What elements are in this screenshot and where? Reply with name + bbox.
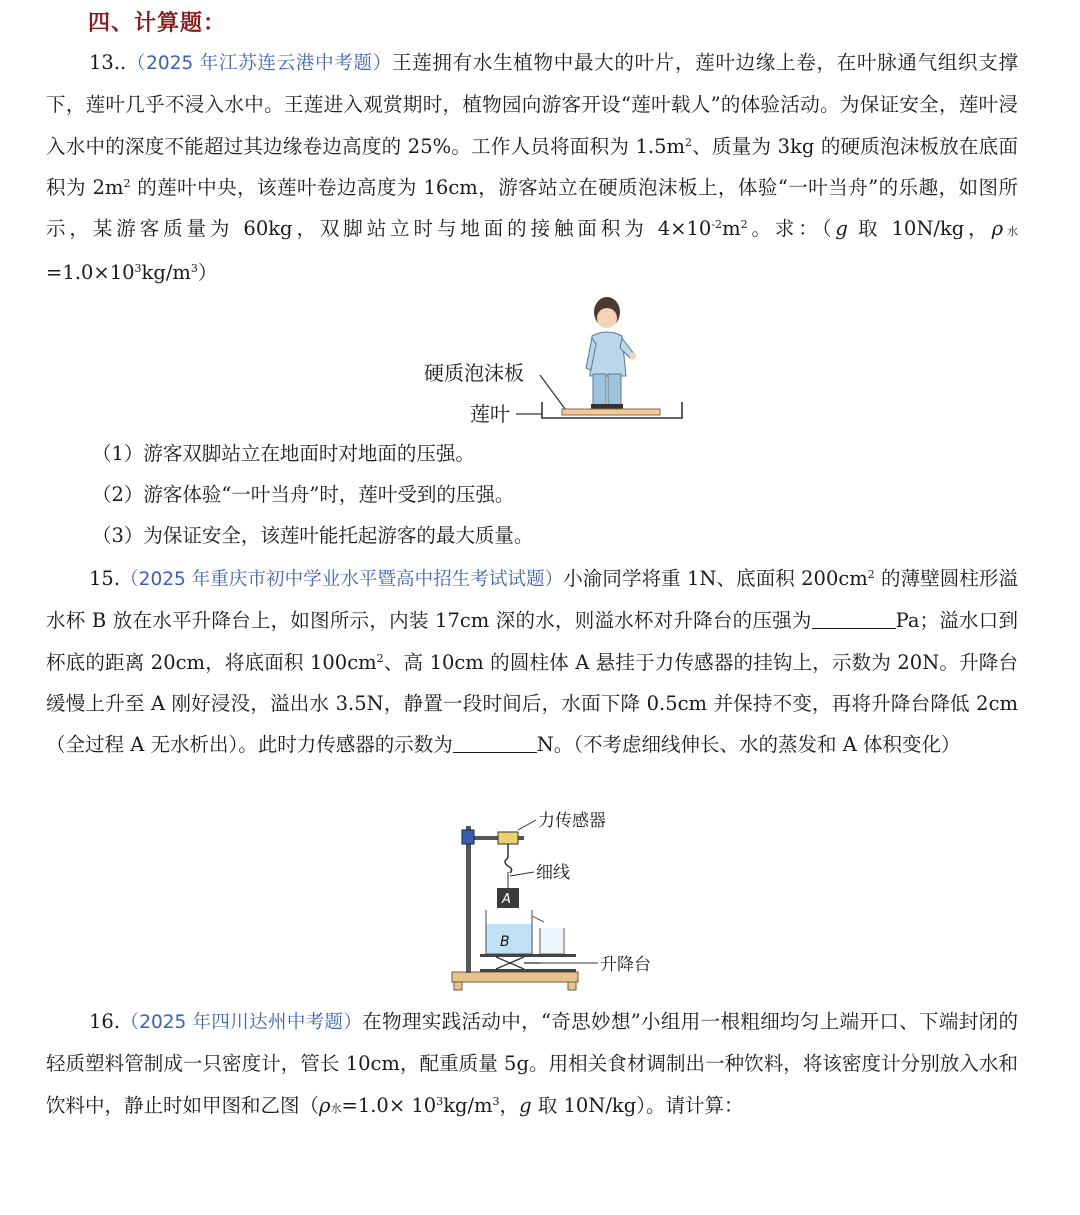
- q15-text-a: 小渝同学将重 1N、底面积 200cm: [563, 567, 868, 590]
- q15-text-d: 、高 10cm 的圆柱体 A 悬挂于力传感器的挂钩上，示数为 20N。升降台缓慢上升至 A 刚好浸没，溢出水 3.5N，静置一段时间后，水面下降 0.5cm 并保持不变，再将升降台降低 2cm（全过程 A 无水析出）。此时力传感器的示数为: [46, 650, 1018, 757]
- q16-sup-b: 3: [492, 1094, 500, 1108]
- question-16-text: [46, 1001, 1018, 1129]
- question-13-text: [46, 42, 1018, 294]
- q13-text-b: 、质量为 3kg 的硬质泡沫板放在底面积为 2m: [46, 134, 1018, 199]
- q13-sup-c: -2: [711, 218, 723, 232]
- q16-text-b: =1.0× 10: [341, 1093, 437, 1117]
- q13-text-f: 取 10N/kg，: [847, 217, 992, 241]
- label-lotus-leaf: 莲叶: [470, 402, 510, 426]
- q13-g: g: [835, 217, 848, 241]
- tourist-figure: [586, 297, 637, 409]
- q13-sup-a: 2: [685, 135, 693, 149]
- q13-sup-d: 2: [740, 218, 748, 232]
- q13-text-e: 。求：（: [747, 217, 836, 241]
- label-lift-platform: 升降台: [600, 955, 651, 975]
- q16-rho: ρ: [319, 1093, 331, 1117]
- question-16-source: （2025 年四川达州中考题）: [120, 1012, 363, 1033]
- q13-sup-b: 2: [123, 176, 131, 190]
- q13-sup-f: 3: [190, 262, 198, 276]
- label-cylinder-a: A: [502, 892, 511, 907]
- question-15-number: 15.: [89, 567, 121, 590]
- q15-text-e: N。（不考虑细线伸长、水的蒸发和 A 体积变化）: [536, 733, 961, 757]
- label-thread: 细线: [536, 863, 570, 883]
- q13-text-i: ）: [197, 261, 218, 285]
- section-title: 四、计算题：: [88, 10, 227, 36]
- q16-text-d: ，: [499, 1093, 520, 1117]
- label-foam-board: 硬质泡沫板: [424, 361, 524, 385]
- foam-board: [562, 409, 660, 415]
- q16-sup-a: 3: [436, 1094, 444, 1108]
- q13-rho-sub: 水: [1003, 225, 1018, 239]
- question-16-number: 16.: [89, 1010, 121, 1033]
- q16-g: g: [519, 1093, 532, 1117]
- figure-lotus-leaf: [420, 292, 690, 432]
- q13-rho: ρ: [991, 217, 1004, 241]
- q15-text-b: 的薄壁圆柱形溢水杯 B 放在水平升降台上，如图所示，内装 17cm 深的水，则溢水杯对升降台的压强为: [46, 567, 1019, 633]
- q16-text-a: 在物理实践活动中，“奇思妙想”小组用一根粗细均匀上端开口、下端封闭的轻质塑料管制成一只密度计，管长 10cm，配重质量 5g。用相关食材调制出一种饮料，将该密度计分别放入水和饮料中，静止时如甲图和乙图（: [46, 1010, 1018, 1117]
- q16-text-c: kg/m: [443, 1093, 493, 1117]
- force-sensor: [498, 832, 518, 873]
- q13-subquestion-3: （3）为保证安全，该莲叶能托起游客的最大质量。: [92, 524, 534, 547]
- answer-blank-pressure[interactable]: [812, 610, 896, 629]
- q13-text-g: =1.0×10: [46, 261, 135, 285]
- q15-text-c: Pa；溢水口到杯底的距离 20cm，将底面积 100cm: [46, 609, 1018, 674]
- figure-overflow-cup: [440, 806, 680, 998]
- answer-blank-force[interactable]: [453, 734, 537, 753]
- q16-rho-sub: 水: [330, 1101, 342, 1115]
- q13-subquestion-2: （2）游客体验“一叶当舟”时，莲叶受到的压强。: [92, 483, 515, 506]
- question-13-source: （2025 年江苏连云港中考题）: [126, 53, 392, 74]
- question-13-number: 13..: [89, 51, 127, 74]
- q16-text-e: 取 10N/kg）。请计算：: [531, 1093, 744, 1117]
- q13-sup-e: 3: [134, 262, 142, 276]
- q13-text-d: m: [722, 217, 741, 241]
- question-15-source: （2025 年重庆市初中学业水平暨高中招生考试试题）: [120, 569, 564, 590]
- label-cup-b: B: [500, 934, 510, 950]
- q13-text-c: 的莲叶中央，该莲叶卷边高度为 16cm，游客站立在硬质泡沫板上，体验“一叶当舟”的乐趣，如图所示，某游客质量为 60kg，双脚站立时与地面的接触面积为 4×10: [46, 175, 1018, 241]
- q13-text-h: kg/m: [141, 261, 191, 285]
- question-15-text: [46, 558, 1018, 765]
- label-force-sensor: 力传感器: [538, 811, 606, 831]
- beaker: [540, 928, 564, 954]
- overflow-cup-b: [486, 910, 544, 954]
- q15-sup-a: 2: [867, 568, 875, 581]
- q13-subquestion-1: （1）游客双脚站立在地面时对地面的压强。: [92, 442, 475, 465]
- q13-text-a: 王莲拥有水生植物中最大的叶片，莲叶边缘上卷，在叶脉通气组织支撑下，莲叶几乎不浸入水中。王莲进入观赏期时，植物园向游客开设“莲叶载人”的体验活动。为保证安全，莲叶浸入水中的深度不能超过其边缘卷边高度的 25%。工作人员将面积为 1.5m: [46, 51, 1018, 158]
- q15-sup-b: 2: [376, 651, 384, 665]
